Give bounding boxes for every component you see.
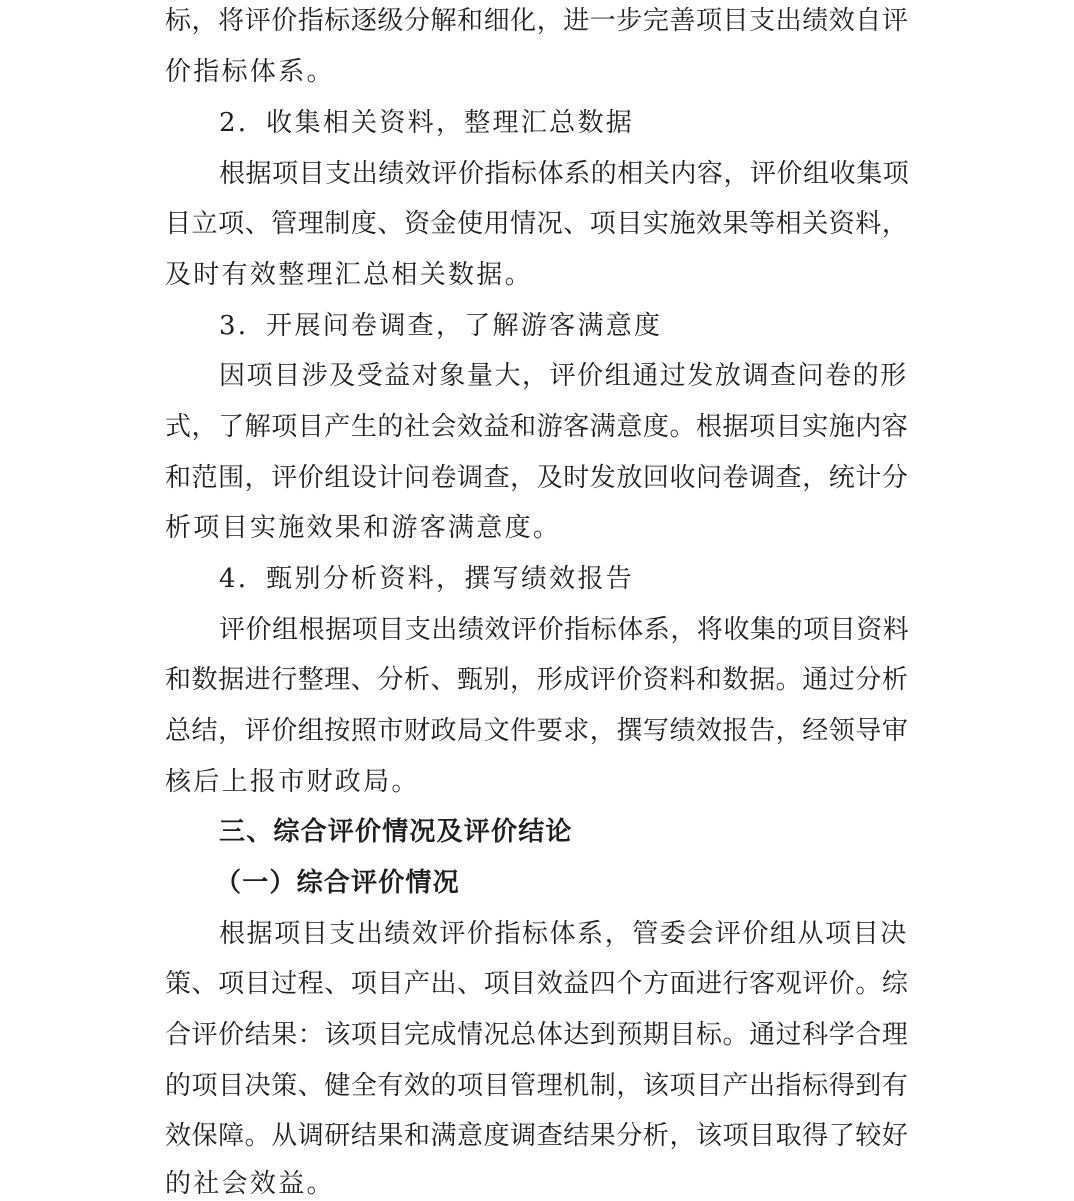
paragraph-line: 目立项、管理制度、资金使用情况、项目实施效果等相关资料， <box>165 209 909 239</box>
paragraph-line: 效保障。从调研结果和满意度调查结果分析，该项目取得了较好 <box>165 1121 909 1151</box>
paragraph-line: 析项目实施效果和游客满意度。 <box>165 513 562 543</box>
paragraph-line: 标，将评价指标逐级分解和细化，进一步完善项目支出绩效自评 <box>165 6 909 36</box>
paragraph-line: 及时有效整理汇总相关数据。 <box>165 260 533 290</box>
paragraph-line: 根据项目支出绩效评价指标体系的相关内容，评价组收集项 <box>219 159 910 189</box>
paragraph-line: 的项目决策、健全有效的项目管理机制，该项目产出指标得到有 <box>165 1071 909 1101</box>
sub-section-heading: （一）综合评价情况 <box>215 868 460 898</box>
paragraph-line: 核后上报市财政局。 <box>165 767 420 797</box>
paragraph-line: 价指标体系。 <box>165 57 335 87</box>
paragraph-line: 的社会效益。 <box>165 1169 335 1199</box>
section-heading-3: 3．开展问卷调查，了解游客满意度 <box>219 311 663 341</box>
section-heading-4: 4．甄别分析资料，撰写绩效报告 <box>219 564 635 594</box>
paragraph-line: 和范围，评价组设计问卷调查，及时发放回收问卷调查，统计分 <box>165 463 909 493</box>
paragraph-line: 因项目涉及受益对象量大，评价组通过发放调查问卷的形 <box>219 361 908 391</box>
section-heading-2: 2．收集相关资料，整理汇总数据 <box>219 108 635 138</box>
paragraph-line: 式，了解项目产生的社会效益和游客满意度。根据项目实施内容 <box>165 412 909 442</box>
chapter-heading: 三、综合评价情况及评价结论 <box>219 817 573 847</box>
paragraph-line: 评价组根据项目支出绩效评价指标体系，将收集的项目资料 <box>219 615 910 645</box>
paragraph-line: 合评价结果：该项目完成情况总体达到预期目标。通过科学合理 <box>165 1020 909 1050</box>
paragraph-line: 策、项目过程、项目产出、项目效益四个方面进行客观评价。综 <box>165 969 909 999</box>
paragraph-line: 总结，评价组按照市财政局文件要求，撰写绩效报告，经领导审 <box>165 716 909 746</box>
paragraph-line: 和数据进行整理、分析、甄别，形成评价资料和数据。通过分析 <box>165 665 909 695</box>
paragraph-line: 根据项目支出绩效评价指标体系，管委会评价组从项目决 <box>219 919 908 949</box>
